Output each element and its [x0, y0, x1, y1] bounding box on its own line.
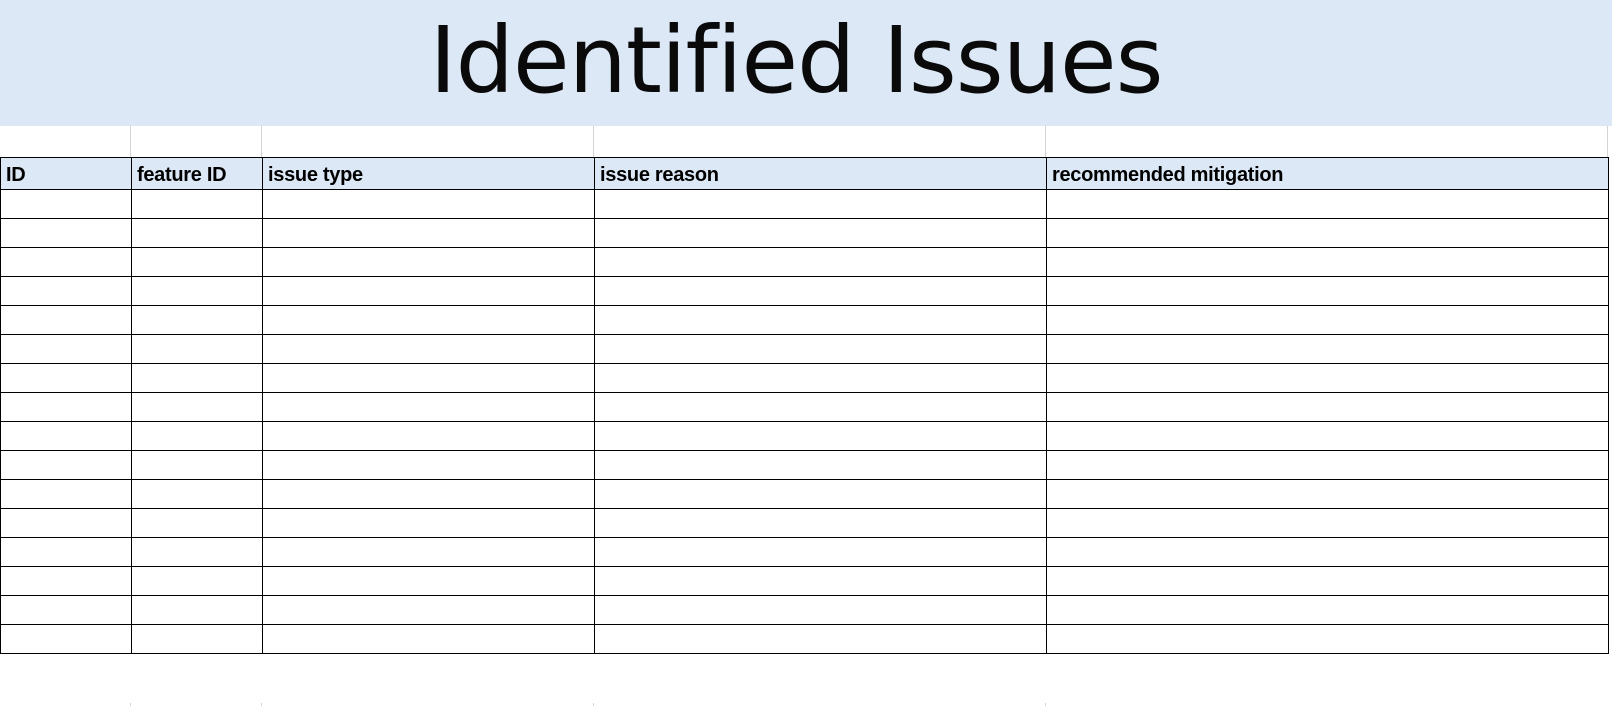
cell-feature-id[interactable]: [132, 422, 263, 451]
cell-issue-reason[interactable]: [595, 625, 1047, 654]
cell-id[interactable]: [1, 451, 132, 480]
table-body: [1, 190, 1609, 654]
table-row: [1, 625, 1609, 654]
header-cell-issue-reason[interactable]: issue reason: [595, 158, 1047, 190]
cell-id[interactable]: [1, 306, 132, 335]
cell-id[interactable]: [1, 509, 132, 538]
cell-issue-reason[interactable]: [595, 422, 1047, 451]
cell-id[interactable]: [1, 538, 132, 567]
cell-id[interactable]: [1, 364, 132, 393]
cell-feature-id[interactable]: [132, 393, 263, 422]
cell-id[interactable]: [1, 248, 132, 277]
table-row: [1, 364, 1609, 393]
gridline: [593, 126, 594, 157]
spacer-row[interactable]: [0, 126, 1612, 157]
cell-issue-type[interactable]: [263, 567, 595, 596]
cell-issue-type[interactable]: [263, 219, 595, 248]
cell-issue-type[interactable]: [263, 335, 595, 364]
cell-issue-type[interactable]: [263, 306, 595, 335]
table-row: [1, 480, 1609, 509]
cell-issue-type[interactable]: [263, 596, 595, 625]
issues-table: [0, 157, 1609, 654]
table-row: [1, 335, 1609, 364]
cell-id[interactable]: [1, 596, 132, 625]
cell-id[interactable]: [1, 567, 132, 596]
cell-recommended-mitigation[interactable]: [1047, 219, 1609, 248]
title-banner[interactable]: [0, 0, 1612, 126]
cell-issue-type[interactable]: [263, 625, 595, 654]
cell-id[interactable]: [1, 277, 132, 306]
cell-id[interactable]: [1, 480, 132, 509]
cell-issue-reason[interactable]: [595, 364, 1047, 393]
cell-recommended-mitigation[interactable]: [1047, 480, 1609, 509]
cell-recommended-mitigation[interactable]: [1047, 277, 1609, 306]
header-cell-feature-id[interactable]: feature ID: [132, 158, 263, 190]
cell-issue-type[interactable]: [263, 509, 595, 538]
cell-feature-id[interactable]: [132, 625, 263, 654]
cell-feature-id[interactable]: [132, 219, 263, 248]
cell-issue-type[interactable]: [263, 248, 595, 277]
cell-recommended-mitigation[interactable]: [1047, 306, 1609, 335]
cell-issue-type[interactable]: [263, 451, 595, 480]
table-row: [1, 190, 1609, 219]
cell-issue-reason[interactable]: [595, 538, 1047, 567]
sheet-title: Identified Issues: [429, 7, 1163, 114]
cell-id[interactable]: [1, 190, 132, 219]
cell-issue-type[interactable]: [263, 480, 595, 509]
cell-issue-type[interactable]: [263, 190, 595, 219]
cell-issue-reason[interactable]: [595, 596, 1047, 625]
cell-recommended-mitigation[interactable]: [1047, 451, 1609, 480]
table-row: [1, 451, 1609, 480]
gridline: [130, 126, 131, 157]
cell-issue-reason[interactable]: [595, 393, 1047, 422]
table-row: [1, 393, 1609, 422]
cell-feature-id[interactable]: [132, 277, 263, 306]
gridline: [1607, 126, 1608, 157]
cell-recommended-mitigation[interactable]: [1047, 509, 1609, 538]
cell-recommended-mitigation[interactable]: [1047, 422, 1609, 451]
table-row: [1, 509, 1609, 538]
cell-issue-reason[interactable]: [595, 509, 1047, 538]
cell-issue-reason[interactable]: [595, 480, 1047, 509]
table-row: [1, 567, 1609, 596]
cell-issue-type[interactable]: [263, 393, 595, 422]
table-row: [1, 596, 1609, 625]
header-row: [1, 158, 1609, 190]
table-row: [1, 422, 1609, 451]
header-cell-id[interactable]: ID: [1, 158, 132, 190]
cell-recommended-mitigation[interactable]: [1047, 567, 1609, 596]
cell-issue-reason[interactable]: [595, 248, 1047, 277]
cell-feature-id[interactable]: [132, 567, 263, 596]
cell-id[interactable]: [1, 625, 132, 654]
cell-feature-id[interactable]: [132, 306, 263, 335]
table-row: [1, 538, 1609, 567]
cell-recommended-mitigation[interactable]: [1047, 364, 1609, 393]
cell-issue-reason[interactable]: [595, 567, 1047, 596]
cell-recommended-mitigation[interactable]: [1047, 190, 1609, 219]
cell-issue-reason[interactable]: [595, 277, 1047, 306]
table-row: [1, 219, 1609, 248]
cell-feature-id[interactable]: [132, 364, 263, 393]
cell-feature-id[interactable]: [132, 538, 263, 567]
cell-feature-id[interactable]: [132, 596, 263, 625]
cell-recommended-mitigation[interactable]: [1047, 393, 1609, 422]
cell-feature-id[interactable]: [132, 335, 263, 364]
cell-feature-id[interactable]: [132, 451, 263, 480]
cell-feature-id[interactable]: [132, 480, 263, 509]
cell-id[interactable]: [1, 219, 132, 248]
cell-feature-id[interactable]: [132, 248, 263, 277]
gridline: [1045, 126, 1046, 157]
table-row: [1, 277, 1609, 306]
cell-issue-type[interactable]: [263, 422, 595, 451]
cell-issue-reason[interactable]: [595, 190, 1047, 219]
cell-recommended-mitigation[interactable]: [1047, 596, 1609, 625]
cell-issue-reason[interactable]: [595, 306, 1047, 335]
table-row: [1, 248, 1609, 277]
cell-feature-id[interactable]: [132, 509, 263, 538]
cell-issue-reason[interactable]: [595, 219, 1047, 248]
header-cell-issue-type[interactable]: issue type: [263, 158, 595, 190]
cell-recommended-mitigation[interactable]: [1047, 625, 1609, 654]
cell-issue-type[interactable]: [263, 277, 595, 306]
cell-recommended-mitigation[interactable]: [1047, 335, 1609, 364]
cell-issue-type[interactable]: [263, 364, 595, 393]
cell-issue-reason[interactable]: [595, 451, 1047, 480]
cell-issue-type[interactable]: [263, 538, 595, 567]
cell-feature-id[interactable]: [132, 190, 263, 219]
cell-recommended-mitigation[interactable]: [1047, 538, 1609, 567]
cell-id[interactable]: [1, 335, 132, 364]
header-cell-recommended-mitigation[interactable]: recommended mitigation: [1047, 158, 1609, 190]
cell-recommended-mitigation[interactable]: [1047, 248, 1609, 277]
cell-id[interactable]: [1, 422, 132, 451]
cell-issue-reason[interactable]: [595, 335, 1047, 364]
gridline: [261, 126, 262, 157]
cell-id[interactable]: [1, 393, 132, 422]
table-row: [1, 306, 1609, 335]
